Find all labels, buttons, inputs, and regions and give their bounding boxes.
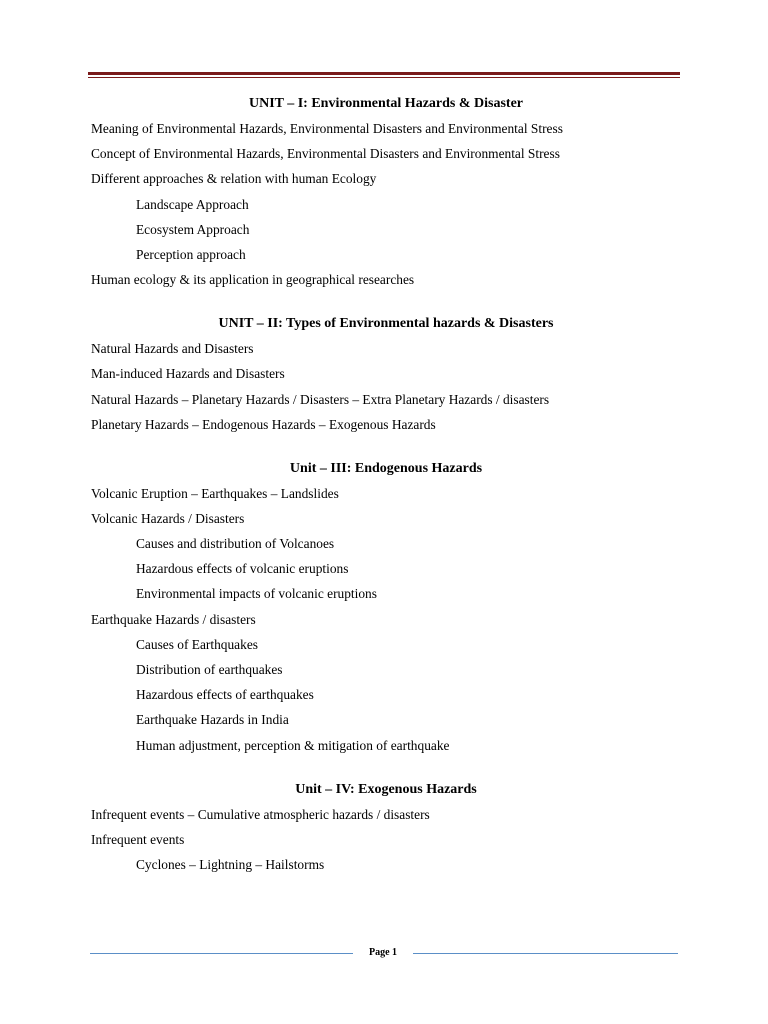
- document-body: [91, 94, 681, 880]
- unit-4-line-3: Cyclones – Lightning – Hailstorms: [136, 856, 325, 872]
- unit-4-title: Unit – IV: Exogenous Hazards: [295, 781, 477, 797]
- unit-1-section: [91, 94, 681, 290]
- unit-3-line-1: Volcanic Eruption – Earthquakes – Landslides: [91, 485, 339, 501]
- unit-3-title: Unit – III: Endogenous Hazards: [289, 460, 483, 476]
- unit-1-title: UNIT – I: Environmental Hazards & Disaster: [248, 96, 524, 111]
- unit-3-section: [91, 459, 681, 756]
- page-number: Page 1: [368, 947, 398, 958]
- unit-3-line-5: Environmental impacts of volcanic eruptions: [136, 586, 377, 602]
- unit-2-line-3: Natural Hazards – Planetary Hazards / Disasters – Extra Planetary Hazards / disasters: [91, 391, 550, 407]
- unit-1-line-4: Landscape Approach: [136, 196, 249, 212]
- unit-1-line-3: Different approaches & relation with human Ecology: [91, 171, 377, 187]
- page-footer: [90, 945, 680, 961]
- unit-3-line-4: Hazardous effects of volcanic eruptions: [136, 561, 349, 577]
- unit-2-title: UNIT – II: Types of Environmental hazards & Disasters: [218, 316, 554, 332]
- unit-1-line-1: Meaning of Environmental Hazards, Environmental Disasters and Environmental Stress: [91, 121, 563, 136]
- footer-rule-right: [413, 953, 678, 954]
- unit-4-section: [91, 780, 681, 875]
- unit-2-line-2: Man-induced Hazards and Disasters: [91, 366, 285, 382]
- unit-4-line-1: Infrequent events – Cumulative atmospheric hazards / disasters: [91, 806, 430, 822]
- unit-1-line-7: Human ecology & its application in geographical researches: [91, 272, 415, 288]
- footer-rule-left: [90, 953, 353, 954]
- unit-3-line-10: Earthquake Hazards in India: [136, 712, 289, 728]
- unit-3-line-11: Human adjustment, perception & mitigation of earthquake: [136, 737, 450, 753]
- unit-3-line-6: Earthquake Hazards / disasters: [91, 611, 256, 627]
- unit-2-line-4: Planetary Hazards – Endogenous Hazards – Exogenous Hazards: [91, 416, 436, 432]
- unit-1-line-2: Concept of Environmental Hazards, Environmental Disasters and Environmental Stress: [91, 146, 560, 162]
- header-rule: [88, 72, 680, 78]
- unit-1-line-5: Ecosystem Approach: [136, 221, 250, 237]
- unit-3-line-2: Volcanic Hazards / Disasters: [91, 510, 245, 526]
- unit-3-line-9: Hazardous effects of earthquakes: [136, 687, 314, 703]
- unit-3-line-8: Distribution of earthquakes: [136, 662, 283, 677]
- unit-1-line-6: Perception approach: [136, 246, 246, 262]
- unit-2-section: [91, 314, 681, 435]
- unit-2-line-1: Natural Hazards and Disasters: [91, 341, 254, 357]
- unit-4-line-2: Infrequent events: [91, 831, 185, 847]
- unit-3-line-3: Causes and distribution of Volcanoes: [136, 536, 335, 552]
- unit-3-line-7: Causes of Earthquakes: [136, 636, 258, 652]
